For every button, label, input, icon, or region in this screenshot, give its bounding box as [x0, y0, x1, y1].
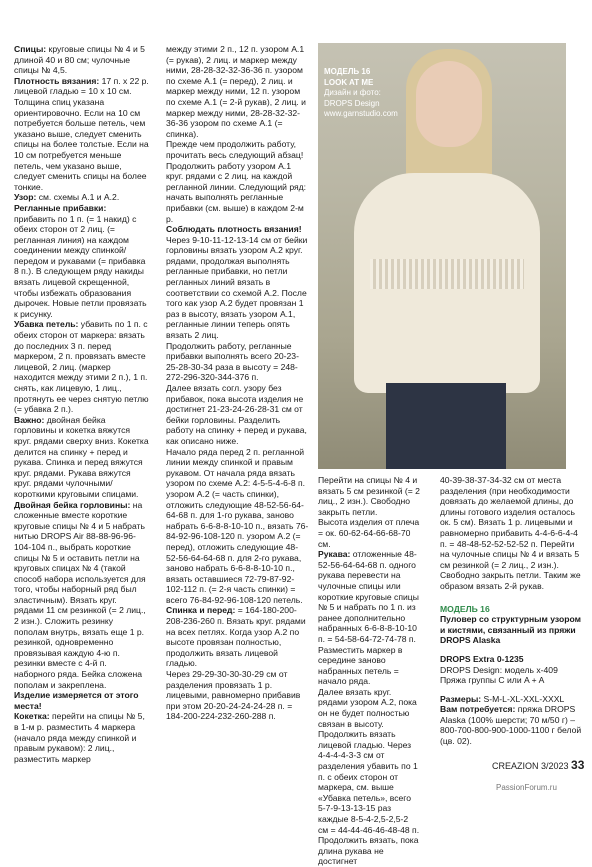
- col1-text: Толщина спиц указана ориентировочно. Если на 10 см потребуется больше петель, чем указано выше, следует сменить спицы на более толстые. Если на 10 см потребуется меньше петель, чем указано выше, следует сменить спицы на более тонкие.: [14, 96, 149, 192]
- col1-heading: Плотность вязания:: [14, 75, 100, 86]
- caption-brand: DROPS Design: [324, 98, 380, 108]
- col3-text: Далее вязать круг. рядами узором А.2, пока он не будет полностью связан в высоту. Продолжить вязать лицевой гладью. Через 4-4-4-4-3-3 см от разделения убавить по 1 п. с обеих сторон от маркера, см. выше «Убавка петель», всего 5-7-9-13-13-15 раз каждые 8-5-4-2,5-2,5-2 см = 44-44-46-46-48-48 п. Продолжить вязать, пока длина рукава не достигнет: [318, 686, 420, 867]
- col1-paragraph: [14, 44, 149, 76]
- caption-url: www.garnstudio.com: [324, 109, 398, 118]
- col3-text: Высота изделия от плеча = ок. 60-62-64-66-68-70 см.: [318, 517, 420, 549]
- col1-paragraph: [14, 97, 149, 192]
- caption-model: МОДЕЛЬ 16: [324, 67, 371, 76]
- col2-paragraph: [166, 139, 309, 160]
- magazine-name: CREAZION 3/2023: [492, 761, 569, 771]
- col3-text: отложенные 48-52-56-64-64-68 п. одного рукава перевести на чулочные спицы или короткие круговые спицы № 5 и набрать по 1 п. из ранее дополнительно набранных 6-6-8-8-10-10 п. = 54-58-64-72-74-78 п.: [318, 549, 419, 644]
- need-line: [440, 704, 583, 746]
- caption-title: LOOK AT ME: [324, 77, 374, 87]
- watermark: PassionForum.ru: [496, 783, 557, 792]
- col2-text: Через 29-29-30-30-30-29 см от разделения провязать 1 р. лицевыми, равномерно прибавив при этом 20-20-24-24-24-28 п. = 184-200-224-232-260-288 п.: [166, 669, 301, 722]
- col3-paragraph: [318, 517, 420, 549]
- col1-heading: Спицы:: [14, 44, 47, 54]
- col2-paragraph: [166, 341, 309, 383]
- col2-text: Начало ряда перед 2 п. регланной линии между спинкой и правым рукавом. От начала ряда вязать узором по схеме А.2: 4-5-5-4-6-8 п. узором А.2 (= часть спинки), отложить следующие 48-52-56-64-64-68 п. для 1-го рукава, заново набрать 6-6-8-8-10-10 п., вязать 76-84-92-96-108-120 п. узором А.2 (= перед), отложить следующие 48-52-56-64-64-68 п. для 2-го рукава, заново набрать 6-6-8-8-10-10 п., вязать оставшиеся 72-79-87-92-102-112 п. (= 2-я часть спинки) = всего 76-84-92-96-108-120 петель.: [166, 446, 309, 605]
- col1-paragraph: [14, 690, 149, 711]
- col3-paragraph: [318, 645, 420, 687]
- column-4: [440, 475, 583, 747]
- col1-heading: Двойная бейка горловины:: [14, 499, 131, 510]
- model-tag: МОДЕЛЬ 16: [440, 603, 490, 614]
- col1-text: двойная бейка горловины и кокетка вяжутся круг. рядами сверху вниз. Кокетка делится на спинку + перед и рукава. Спинка и перед вяжутся круг. рядами. Рукава вяжутся круг. рядами чулочными/короткими круговыми спицами.: [14, 414, 149, 499]
- col1-text: перейти на спицы № 5, в 1-м р. разместить 4 маркера (начало ряда между спинкой и правым рукавом): 2 лиц., разместить маркер: [14, 711, 145, 764]
- col2-text: между этими 2 п., 12 п. узором А.1 (= рукав), 2 лиц. и маркер между ними, 28-28-32-32-36-36 п. узором по схеме А.1 (= перед), 2 лиц. и маркер между ними, 12 п. узором по схеме А.1 (= 2-й рукав), 2 лиц. и маркер между ними, 28-28-32-32-36-36 узором по схеме А.1 (= спинка).: [166, 44, 306, 139]
- col1-heading: Регланные прибавки:: [14, 202, 107, 213]
- col2-paragraph: [166, 669, 309, 722]
- col2-heading: Соблюдать плотность вязания!: [166, 224, 302, 235]
- design-line: DROPS Design: модель х-409: [440, 664, 558, 675]
- fringe-shape: [370, 259, 524, 289]
- column-1: [14, 44, 149, 764]
- col3-paragraph: [318, 475, 420, 517]
- col2-text: Далее вязать согл. узору без прибавок, пока высота изделия не достигнет 21-23-24-26-28-31 см от бейки горловины. Разделить работу на спинку + перед и рукава, как описано ниже.: [166, 383, 307, 446]
- col2-text: = 164-180-200-208-236-260 п. Вязать круг. рядами на всех петлях. Когда узор А.2 по высоте провязан полностью, продолжить вязать лицевой гладью.: [166, 605, 306, 669]
- col3-text: Перейти на спицы № 4 и вязать 5 см резинкой (= 2 лиц., 2 изн.). Свободно закрыть петли.: [318, 475, 420, 517]
- model-photo: [318, 43, 566, 469]
- col1-text: убавить по 1 п. с обеих сторон от маркера: вязать до последних 3 п. перед маркером, 2 п. провязать вместе лицевой, 2 лиц. (маркер находится между этими 2 п.), 1 п. снять, как лицевую, 1 лиц., протянуть ее через снятую петлю (= убавка 2 п.).: [14, 319, 149, 415]
- col1-paragraph: [14, 76, 149, 97]
- col1-heading: Изделие измеряется от этого места!: [14, 690, 139, 711]
- col2-paragraph: [166, 447, 309, 606]
- col1-paragraph: [14, 192, 149, 203]
- col1-heading: Важно:: [14, 414, 45, 425]
- sizes-label: Размеры:: [440, 693, 482, 704]
- col1-paragraph: [14, 203, 149, 320]
- col1-paragraph: [14, 415, 149, 500]
- col4-text: 40-39-38-37-34-32 см от места разделения (при необходимости довязать до желаемой длины, до длины готового изделия осталось ок. 5 см). Вязать 1 р. лицевыми и равномерно прибавить 4-4-6-6-4-4 п. = 48-48-52-52-52-52 п. Перейти на чулочные спицы № 4 и вязать 5 см резинкой (= 2 лиц., 2 изн.). Свободно закрыть петли. Таким же образом вязать 2-й рукав.: [440, 475, 581, 591]
- col2-text: Через 9-10-11-12-13-14 см от бейки горловины вязать узором А.2 круг. рядами, продолжая выполнять регланные прибавки, но петли регланных линий вязать в соответствии со схемой А.2. После того как узор А.2 будет провязан 1 раз в высоту, вязать узором А.1, регланные линии теперь опять вязать 2 лиц.: [166, 234, 308, 341]
- col2-text: Продолжить работу, регланные прибавки выполнять всего 20-23-25-28-30-34 раза в высоту = 248-272-296-320-344-376 п.: [166, 340, 299, 383]
- col3-heading: Рукава:: [318, 549, 351, 560]
- column-2: [166, 44, 309, 722]
- col2-heading: Спинка и перед:: [166, 605, 236, 616]
- col1-heading: Кокетка:: [14, 711, 50, 722]
- sizes-value: S-M-L-XL-XXL-XXXL: [481, 693, 565, 704]
- col1-text: см. схемы А.1 и А.2.: [36, 192, 120, 203]
- need-value: пряжа DROPS Alaska (100% шерсти; 70 м/50 г) – 800-700-800-900-1000-1100 г белой (цв. 02).: [440, 704, 582, 747]
- col1-heading: Узор:: [14, 192, 37, 203]
- col3-text: Разместить маркер в середине заново набранных петель = начало ряда.: [318, 644, 403, 687]
- col3-paragraph: [318, 687, 420, 867]
- need-label: Вам потребуется:: [440, 704, 516, 715]
- col2-text: Прежде чем продолжить работу, прочитать весь следующий абзац!: [166, 139, 304, 160]
- col1-text: 17 п. х 22 р. лицевой гладью = 10 х 10 см.: [14, 75, 149, 97]
- col2-paragraph: [166, 224, 309, 235]
- col1-text: круговые спицы № 4 и 5 длиной 40 и 80 см; чулочные спицы № 4,5.: [14, 44, 145, 76]
- model-title: Пуловер со структурным узором и кистями, связанный из пряжи DROPS Alaska: [440, 614, 581, 646]
- col1-heading: Убавка петель:: [14, 319, 79, 330]
- column-3: [318, 475, 420, 867]
- jeans-shape: [386, 383, 506, 469]
- col2-paragraph: [166, 605, 309, 669]
- yarn-line: DROPS Extra 0-1235: [440, 653, 524, 664]
- page-number: 33: [571, 758, 585, 772]
- col4-paragraph: [440, 475, 583, 592]
- col1-text: на сложенные вместе короткие круговые спицы № 4 и 5 набрать нитью DROPS Air 88-88-96-96-104-104 п., выбрать короткие спицы № 5 и оставить петли на круговых спицах № 4 (такой способ набора используется для того, чтобы наборный ряд был эластичным). Вязать круг. рядами 11 см резинкой (= 2 лиц., 2 изн.). Сложить резинку пополам внутрь, вязать еще 1 р. резинкой, одновременно провязывая каждую 4-ю п. резинки вместе с 4-й п. наборного ряда. Бейка сложена пополам и закреплена.: [14, 499, 146, 690]
- col1-paragraph: [14, 319, 149, 414]
- sizes-line: [440, 694, 583, 705]
- group-line: Пряжа группы C или A + A: [440, 675, 545, 686]
- col2-text: Продолжить работу узором А.1 круг. рядами с 2 лиц. на каждой регланной линии. Следующий ряд: начать выполнять регланные прибавки (см. выше) в каждом 2-м р.: [166, 160, 307, 224]
- column-4-text: [440, 475, 583, 592]
- col2-paragraph: [166, 383, 309, 447]
- col1-paragraph: [14, 500, 149, 691]
- caption-design: Дизайн и фото:: [324, 88, 381, 97]
- photo-caption: [324, 67, 484, 120]
- col2-paragraph: [166, 235, 309, 341]
- col1-text: прибавить по 1 п. (= 1 накид) с обеих сторон от 2 лиц. (= регланная линия) на каждом соединении между спинкой/передом и рукавами (= прибавка 8 п.). В следующем ряду накиды вязать лицевой скрещенной, чтобы избежать образования дырочек. Новые петли провязать к рисунку.: [14, 213, 147, 319]
- col2-paragraph: [166, 161, 309, 225]
- col1-paragraph: [14, 711, 149, 764]
- page-footer: [492, 758, 584, 772]
- col2-paragraph: [166, 44, 309, 139]
- col3-paragraph: [318, 549, 420, 644]
